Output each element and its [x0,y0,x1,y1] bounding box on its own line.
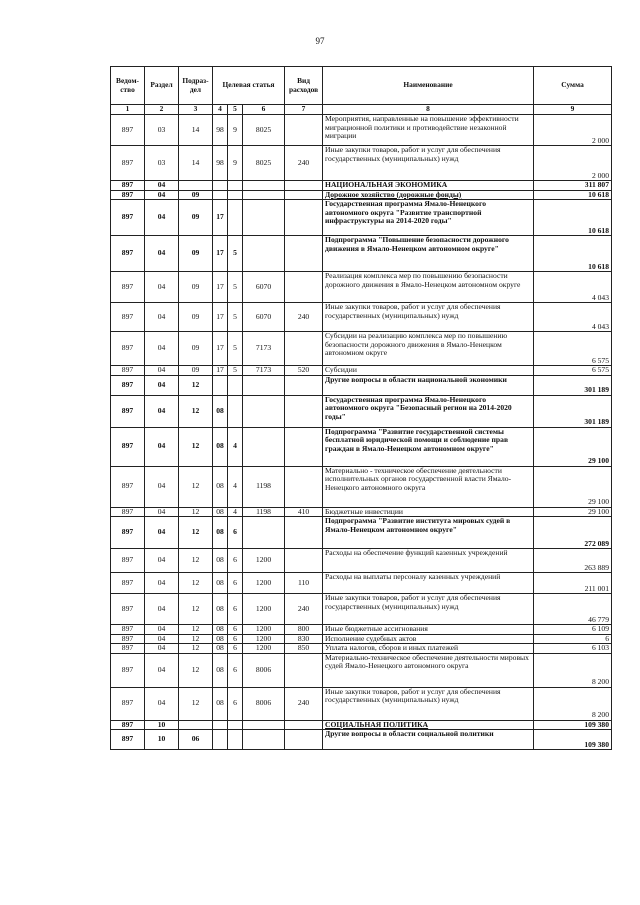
cell-direction: 1200 [243,594,285,625]
cell-direction [243,517,285,549]
cell-program: 08 [213,549,228,573]
cell-vid-rashodov [285,395,323,427]
cell-podrazdel: 12 [179,507,213,517]
cell-vid-rashodov [285,375,323,395]
cell-podrazdel: 14 [179,115,213,146]
cell-naimenovanie: Субсидии [323,366,534,376]
cell-subprogram [228,730,243,750]
cell-podrazdel: 09 [179,303,213,332]
cell-vedomstvo: 897 [111,594,145,625]
cell-podrazdel: 09 [179,272,213,303]
cell-podrazdel: 06 [179,730,213,750]
cell-razdel: 10 [145,720,179,730]
cell-vedomstvo: 897 [111,634,145,644]
cell-program: 08 [213,653,228,687]
cell-vedomstvo: 897 [111,517,145,549]
cell-razdel: 04 [145,573,179,594]
cell-podrazdel: 12 [179,549,213,573]
cell-subprogram: 4 [228,427,243,466]
cell-program: 98 [213,146,228,181]
cell-naimenovanie: Расходы на обеспечение функций казенных учреждений [323,549,534,573]
cell-vedomstvo: 897 [111,573,145,594]
cell-subprogram: 6 [228,549,243,573]
cell-razdel: 04 [145,395,179,427]
cell-podrazdel: 09 [179,190,213,200]
table-row [111,573,612,594]
cell-razdel: 04 [145,644,179,654]
cell-razdel: 04 [145,625,179,635]
cell-vedomstvo: 897 [111,466,145,507]
cell-subprogram [228,181,243,191]
cell-vedomstvo: 897 [111,236,145,272]
cell-direction: 8025 [243,146,285,181]
table-row [111,517,612,549]
cell-podrazdel: 12 [179,395,213,427]
header-celevaya-statya: Целевая статья [213,67,285,105]
cell-vedomstvo: 897 [111,653,145,687]
cell-direction: 7173 [243,366,285,376]
cell-naimenovanie: Подпрограмма "Повышение безопасности дорожного движения в Ямало-Ненецком автономном округе" [323,236,534,272]
cell-summa: 8 200 [534,687,612,720]
column-number: 5 [228,105,243,115]
header-naimenovanie: Наименование [323,67,534,105]
cell-vedomstvo: 897 [111,272,145,303]
column-number-row [111,105,612,115]
cell-razdel: 04 [145,303,179,332]
cell-naimenovanie: Расходы на выплаты персоналу казенных учреждений [323,573,534,594]
cell-summa: 211 001 [534,573,612,594]
cell-naimenovanie: СОЦИАЛЬНАЯ ПОЛИТИКА [323,720,534,730]
cell-direction: 1200 [243,549,285,573]
cell-program: 17 [213,272,228,303]
cell-direction [243,236,285,272]
cell-subprogram [228,190,243,200]
cell-program: 08 [213,517,228,549]
cell-summa: 4 043 [534,272,612,303]
cell-podrazdel: 12 [179,466,213,507]
cell-vedomstvo: 897 [111,332,145,366]
cell-naimenovanie: Мероприятия, направленные на повышение эффективности миграционной политики и противодействие незаконной миграции [323,115,534,146]
budget-table [110,66,612,750]
cell-vid-rashodov [285,720,323,730]
table-row [111,303,612,332]
header-podrazdel: Подраз-дел [179,67,213,105]
cell-podrazdel: 12 [179,653,213,687]
cell-razdel: 04 [145,332,179,366]
cell-vid-rashodov: 110 [285,573,323,594]
cell-program: 17 [213,236,228,272]
cell-vedomstvo: 897 [111,507,145,517]
table-row [111,146,612,181]
cell-vid-rashodov [285,517,323,549]
cell-subprogram: 5 [228,303,243,332]
cell-direction: 8025 [243,115,285,146]
cell-summa: 301 189 [534,375,612,395]
cell-podrazdel: 12 [179,634,213,644]
cell-podrazdel: 14 [179,146,213,181]
cell-summa: 46 779 [534,594,612,625]
cell-vid-rashodov: 240 [285,594,323,625]
cell-vedomstvo: 897 [111,644,145,654]
table-row [111,272,612,303]
table-row [111,549,612,573]
column-number: 7 [285,105,323,115]
cell-subprogram: 6 [228,625,243,635]
cell-direction: 7173 [243,332,285,366]
cell-vid-rashodov [285,115,323,146]
cell-subprogram: 9 [228,146,243,181]
cell-razdel: 04 [145,272,179,303]
cell-subprogram: 9 [228,115,243,146]
cell-direction: 1200 [243,625,285,635]
cell-podrazdel [179,720,213,730]
cell-vedomstvo: 897 [111,115,145,146]
cell-subprogram: 6 [228,644,243,654]
cell-program: 08 [213,625,228,635]
column-number: 8 [323,105,534,115]
cell-vedomstvo: 897 [111,366,145,376]
cell-podrazdel: 12 [179,625,213,635]
cell-naimenovanie: Другие вопросы в области социальной политики [323,730,534,750]
cell-vid-rashodov: 240 [285,687,323,720]
cell-summa: 2 000 [534,146,612,181]
cell-program [213,720,228,730]
cell-direction: 1200 [243,634,285,644]
cell-summa: 311 807 [534,181,612,191]
cell-summa: 272 089 [534,517,612,549]
table-row [111,427,612,466]
cell-podrazdel: 09 [179,366,213,376]
header-vedomstvo: Ведом-ство [111,67,145,105]
cell-naimenovanie: Государственная программа Ямало-Ненецкого автономного округа "Безопасный регион на 2014-2020 годы" [323,395,534,427]
cell-vid-rashodov: 830 [285,634,323,644]
table-row [111,644,612,654]
table-row [111,181,612,191]
cell-razdel: 04 [145,375,179,395]
cell-vid-rashodov [285,236,323,272]
cell-summa: 10 618 [534,190,612,200]
cell-program: 17 [213,303,228,332]
cell-program: 08 [213,507,228,517]
table-row [111,720,612,730]
cell-program: 08 [213,594,228,625]
cell-program: 08 [213,466,228,507]
cell-summa: 109 380 [534,720,612,730]
cell-vedomstvo: 897 [111,303,145,332]
cell-summa: 2 000 [534,115,612,146]
header-razdel: Раздел [145,67,179,105]
cell-naimenovanie: Материально-техническое обеспечение деятельности мировых судей Ямало-Ненецкого автономного округа [323,653,534,687]
column-number: 9 [534,105,612,115]
cell-razdel: 04 [145,517,179,549]
cell-subprogram: 6 [228,594,243,625]
cell-naimenovanie: Иные закупки товаров, работ и услуг для обеспечения государственных (муниципальных) нужд [323,303,534,332]
table-row [111,115,612,146]
cell-razdel: 04 [145,594,179,625]
cell-razdel: 04 [145,653,179,687]
cell-naimenovanie: Иные закупки товаров, работ и услуг для обеспечения государственных (муниципальных) нужд [323,687,534,720]
cell-razdel: 10 [145,730,179,750]
table-row [111,466,612,507]
cell-vedomstvo: 897 [111,730,145,750]
cell-direction: 8006 [243,687,285,720]
cell-naimenovanie: Уплата налогов, сборов и иных платежей [323,644,534,654]
cell-summa: 6 109 [534,625,612,635]
cell-subprogram [228,395,243,427]
cell-program [213,190,228,200]
cell-program: 17 [213,366,228,376]
cell-razdel: 04 [145,507,179,517]
cell-naimenovanie: Реализация комплекса мер по повышению безопасности дорожного движения в Ямало-Ненецком автономном округе [323,272,534,303]
cell-program: 08 [213,573,228,594]
cell-summa: 6 [534,634,612,644]
cell-podrazdel [179,181,213,191]
cell-subprogram: 5 [228,236,243,272]
column-number: 4 [213,105,228,115]
cell-podrazdel: 12 [179,687,213,720]
cell-subprogram: 5 [228,332,243,366]
cell-direction: 1200 [243,573,285,594]
table-row [111,625,612,635]
cell-subprogram [228,200,243,236]
table-row [111,594,612,625]
cell-direction [243,375,285,395]
cell-direction [243,720,285,730]
cell-direction: 1198 [243,466,285,507]
cell-direction [243,730,285,750]
cell-razdel: 04 [145,200,179,236]
cell-razdel: 04 [145,427,179,466]
cell-naimenovanie: Иные закупки товаров, работ и услуг для обеспечения государственных (муниципальных) нужд [323,146,534,181]
table-row [111,375,612,395]
table-row [111,653,612,687]
table-row [111,634,612,644]
cell-vedomstvo: 897 [111,146,145,181]
cell-podrazdel: 09 [179,236,213,272]
cell-naimenovanie: Иные бюджетные ассигнования [323,625,534,635]
table-row [111,366,612,376]
cell-naimenovanie: Материально - техническое обеспечение деятельности исполнительных органов государственной власти Ямало-Ненецкого автономного округа [323,466,534,507]
cell-razdel: 04 [145,236,179,272]
cell-vedomstvo: 897 [111,375,145,395]
column-number: 2 [145,105,179,115]
cell-subprogram: 6 [228,634,243,644]
cell-direction: 1200 [243,644,285,654]
table-row [111,332,612,366]
cell-naimenovanie: Субсидии на реализацию комплекса мер по повышению безопасности дорожного движения в Ямало-Ненецком автономном округе [323,332,534,366]
cell-podrazdel: 12 [179,594,213,625]
cell-program: 08 [213,427,228,466]
cell-vid-rashodov [285,190,323,200]
cell-vid-rashodov [285,332,323,366]
cell-subprogram: 6 [228,573,243,594]
cell-program: 08 [213,644,228,654]
cell-direction [243,395,285,427]
cell-summa: 10 618 [534,236,612,272]
cell-program: 08 [213,395,228,427]
cell-subprogram: 5 [228,366,243,376]
cell-direction: 8006 [243,653,285,687]
table-row [111,687,612,720]
cell-podrazdel: 09 [179,332,213,366]
cell-podrazdel: 12 [179,517,213,549]
cell-subprogram: 4 [228,466,243,507]
cell-vedomstvo: 897 [111,395,145,427]
cell-vedomstvo: 897 [111,190,145,200]
cell-subprogram: 6 [228,517,243,549]
cell-vedomstvo: 897 [111,625,145,635]
cell-summa: 10 618 [534,200,612,236]
cell-vid-rashodov [285,653,323,687]
cell-razdel: 04 [145,549,179,573]
header-summa: Сумма [534,67,612,105]
cell-summa: 29 100 [534,507,612,517]
cell-summa: 109 380 [534,730,612,750]
table-row [111,730,612,750]
cell-program: 08 [213,687,228,720]
cell-vid-rashodov: 850 [285,644,323,654]
cell-direction [243,190,285,200]
cell-subprogram: 6 [228,653,243,687]
table-row [111,507,612,517]
cell-subprogram: 6 [228,687,243,720]
cell-naimenovanie: НАЦИОНАЛЬНАЯ ЭКОНОМИКА [323,181,534,191]
cell-podrazdel: 12 [179,375,213,395]
cell-razdel: 04 [145,181,179,191]
cell-podrazdel: 12 [179,573,213,594]
header-vid-rashodov: Вид расходов [285,67,323,105]
table-row [111,190,612,200]
cell-program: 98 [213,115,228,146]
cell-vid-rashodov [285,730,323,750]
cell-program [213,730,228,750]
cell-naimenovanie: Государственная программа Ямало-Ненецкого автономного округа "Развитие транспортной инфраструктуры на 2014-2020 годы" [323,200,534,236]
cell-summa: 4 043 [534,303,612,332]
column-number: 1 [111,105,145,115]
cell-vid-rashodov: 240 [285,303,323,332]
cell-vid-rashodov: 410 [285,507,323,517]
cell-direction: 6070 [243,303,285,332]
cell-naimenovanie: Другие вопросы в области национальной экономики [323,375,534,395]
cell-naimenovanie: Иные закупки товаров, работ и услуг для обеспечения государственных (муниципальных) нужд [323,594,534,625]
cell-razdel: 04 [145,687,179,720]
cell-vid-rashodov [285,427,323,466]
cell-summa: 29 100 [534,427,612,466]
cell-vedomstvo: 897 [111,549,145,573]
cell-direction: 6070 [243,272,285,303]
cell-summa: 301 189 [534,395,612,427]
cell-program: 17 [213,332,228,366]
cell-direction [243,181,285,191]
cell-vedomstvo: 897 [111,181,145,191]
cell-razdel: 04 [145,366,179,376]
cell-naimenovanie: Исполнение судебных актов [323,634,534,644]
table-row [111,236,612,272]
cell-summa: 29 100 [534,466,612,507]
cell-subprogram [228,375,243,395]
cell-vedomstvo: 897 [111,427,145,466]
cell-direction [243,200,285,236]
cell-program: 17 [213,200,228,236]
cell-vid-rashodov [285,466,323,507]
cell-direction: 1198 [243,507,285,517]
cell-vedomstvo: 897 [111,687,145,720]
cell-summa: 263 889 [534,549,612,573]
cell-razdel: 04 [145,190,179,200]
cell-vid-rashodov [285,272,323,303]
table-row [111,395,612,427]
cell-subprogram: 4 [228,507,243,517]
cell-summa: 6 103 [534,644,612,654]
cell-naimenovanie: Подпрограмма "Развитие института мировых судей в Ямало-Ненецком автономном округе" [323,517,534,549]
cell-vid-rashodov: 520 [285,366,323,376]
column-number: 3 [179,105,213,115]
cell-razdel: 03 [145,115,179,146]
cell-podrazdel: 12 [179,427,213,466]
cell-vedomstvo: 897 [111,200,145,236]
cell-vid-rashodov [285,549,323,573]
cell-direction [243,427,285,466]
cell-naimenovanie: Подпрограмма "Развитие государственной системы бесплатной юридической помощи и соблюдение прав граждан в Ямало-Ненецком автономном округе" [323,427,534,466]
cell-vedomstvo: 897 [111,720,145,730]
cell-vid-rashodov: 240 [285,146,323,181]
cell-naimenovanie: Дорожное хозяйство (дорожные фонды) [323,190,534,200]
cell-vid-rashodov [285,181,323,191]
cell-subprogram: 5 [228,272,243,303]
cell-subprogram [228,720,243,730]
page-number: 97 [315,36,325,46]
cell-razdel: 03 [145,146,179,181]
cell-razdel: 04 [145,634,179,644]
cell-summa: 6 575 [534,332,612,366]
cell-program: 08 [213,634,228,644]
cell-vid-rashodov: 800 [285,625,323,635]
column-number: 6 [243,105,285,115]
cell-podrazdel: 12 [179,644,213,654]
table-row [111,200,612,236]
cell-podrazdel: 09 [179,200,213,236]
table-header-row [111,67,612,105]
cell-summa: 8 200 [534,653,612,687]
cell-program [213,375,228,395]
cell-summa: 6 575 [534,366,612,376]
cell-razdel: 04 [145,466,179,507]
cell-program [213,181,228,191]
cell-naimenovanie: Бюджетные инвестиции [323,507,534,517]
cell-vid-rashodov [285,200,323,236]
